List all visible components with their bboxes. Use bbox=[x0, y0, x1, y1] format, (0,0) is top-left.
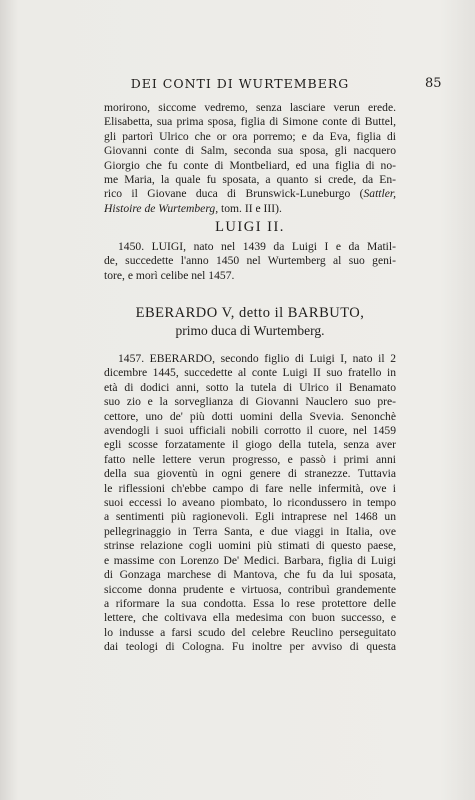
text-line: età di dodici anni, sotto la tutela di Ulrico il Benamato bbox=[104, 380, 396, 394]
text-line: a riformare la sua condotta. Essa lo rese protettore delle bbox=[104, 596, 396, 610]
section-title-luigi: LUIGI II. bbox=[215, 219, 285, 235]
text-line: avendogli i suoi ufficiali nobili corrotto il cuore, nel 1459 bbox=[104, 424, 396, 438]
text-line: fatto nelle lettere verun progresso, e passò i primi anni bbox=[104, 452, 396, 466]
text-line: egli scosse forzatamente il giogo della tutela, senza aver bbox=[104, 438, 396, 452]
text-line: della sua gioventù in ogni genere di stranezze. Tuttavia bbox=[104, 467, 396, 481]
text-line: Elisabetta, sua prima sposa, figlia di Simone conte di Buttel, bbox=[104, 115, 396, 129]
text-line: gli partorì Ulrico che or ora porremo; e da Eva, figlia di bbox=[104, 129, 396, 143]
text-line: Giorgio che fu conte di Montbeliard, ed una figlia di no- bbox=[104, 158, 396, 172]
text-line: lo indusse a farsi scudo del celebre Reuclino perseguitato bbox=[104, 625, 396, 639]
text-line: tore, e morì celibe nel 1457. bbox=[104, 268, 235, 282]
text-line: siccome donna prudente e virtuosa, contribuì grandemente bbox=[104, 582, 396, 596]
text-line: le riflessioni ch'ebbe campo di fare nelle infermità, ove i bbox=[104, 481, 396, 495]
text-line: suo zio e la sorveglianza di Giovanni Nauclero suo pre- bbox=[104, 395, 396, 409]
text-line: di Gonzaga marchese di Mantova, che fu da lui sposata, bbox=[104, 568, 396, 582]
text-line: me Maria, la quale fu sposata, a quanto si crede, da En- bbox=[104, 173, 396, 187]
page-number: 85 bbox=[425, 76, 442, 91]
text-line: e massime con Lorenzo De' Medici. Barbara, figlia di Luigi bbox=[104, 553, 396, 567]
citation-author: Sattler, bbox=[363, 187, 396, 201]
section-title-eberardo: EBERARDO V, detto il BARBUTO, bbox=[135, 305, 365, 321]
text-line: strinse relazione cogli uomini più stimati di questo paese, bbox=[104, 539, 396, 553]
text-line: 1457. EBERARDO, secondo figlio di Luigi I, nato il 2 bbox=[118, 352, 396, 365]
text-line: de, succedette l'anno 1450 nel Wurtemberg al suo geni- bbox=[104, 254, 396, 268]
text-line bbox=[104, 187, 396, 201]
text-fragment: rico il Giovane duca di Brunswick-Luneburgo ( bbox=[104, 187, 364, 201]
text-line: cettore, uno de' più dotti uomini della Svevia. Senonchè bbox=[104, 409, 396, 423]
text-line: dicembre 1445, succedette al conte Luigi II suo fratello in bbox=[104, 366, 396, 380]
text-line: morirono, siccome vedremo, senza lasciare verun erede. bbox=[104, 101, 396, 114]
paragraph-luigi bbox=[104, 240, 396, 283]
text-line: dai teologi di Cologna. Fu inoltre per avviso di questa bbox=[104, 640, 396, 654]
running-header: DEI CONTI DI WURTEMBERG bbox=[130, 76, 350, 91]
text-fragment: tom. II e III). bbox=[218, 201, 282, 215]
paragraph-eberardo bbox=[104, 352, 396, 655]
text-line: 1450. LUIGI, nato nel 1439 da Luigi I e da Matil- bbox=[118, 240, 396, 253]
text-line: a sentimenti più ragionevoli. Egli intraprese nel 1468 un bbox=[104, 510, 396, 524]
section-subtitle-eberardo: primo duca di Wurtemberg. bbox=[175, 323, 325, 338]
citation-title: Histoire de Wurtemberg, bbox=[104, 201, 219, 215]
text-line: suoi eccessi lo aveano piombato, lo ricondussero in tempo bbox=[104, 496, 396, 510]
text-line: pellegrinaggio in Terra Santa, e due viaggi in Italia, ove bbox=[104, 524, 396, 538]
paragraph-continuation bbox=[104, 101, 396, 216]
text-line: Giovanni conte di Salm, seconda sua sposa, gli nacquero bbox=[104, 144, 396, 158]
text-line bbox=[104, 202, 396, 216]
text-line: lettere, che coltivava ella medesima con buon successo, e bbox=[104, 611, 396, 625]
